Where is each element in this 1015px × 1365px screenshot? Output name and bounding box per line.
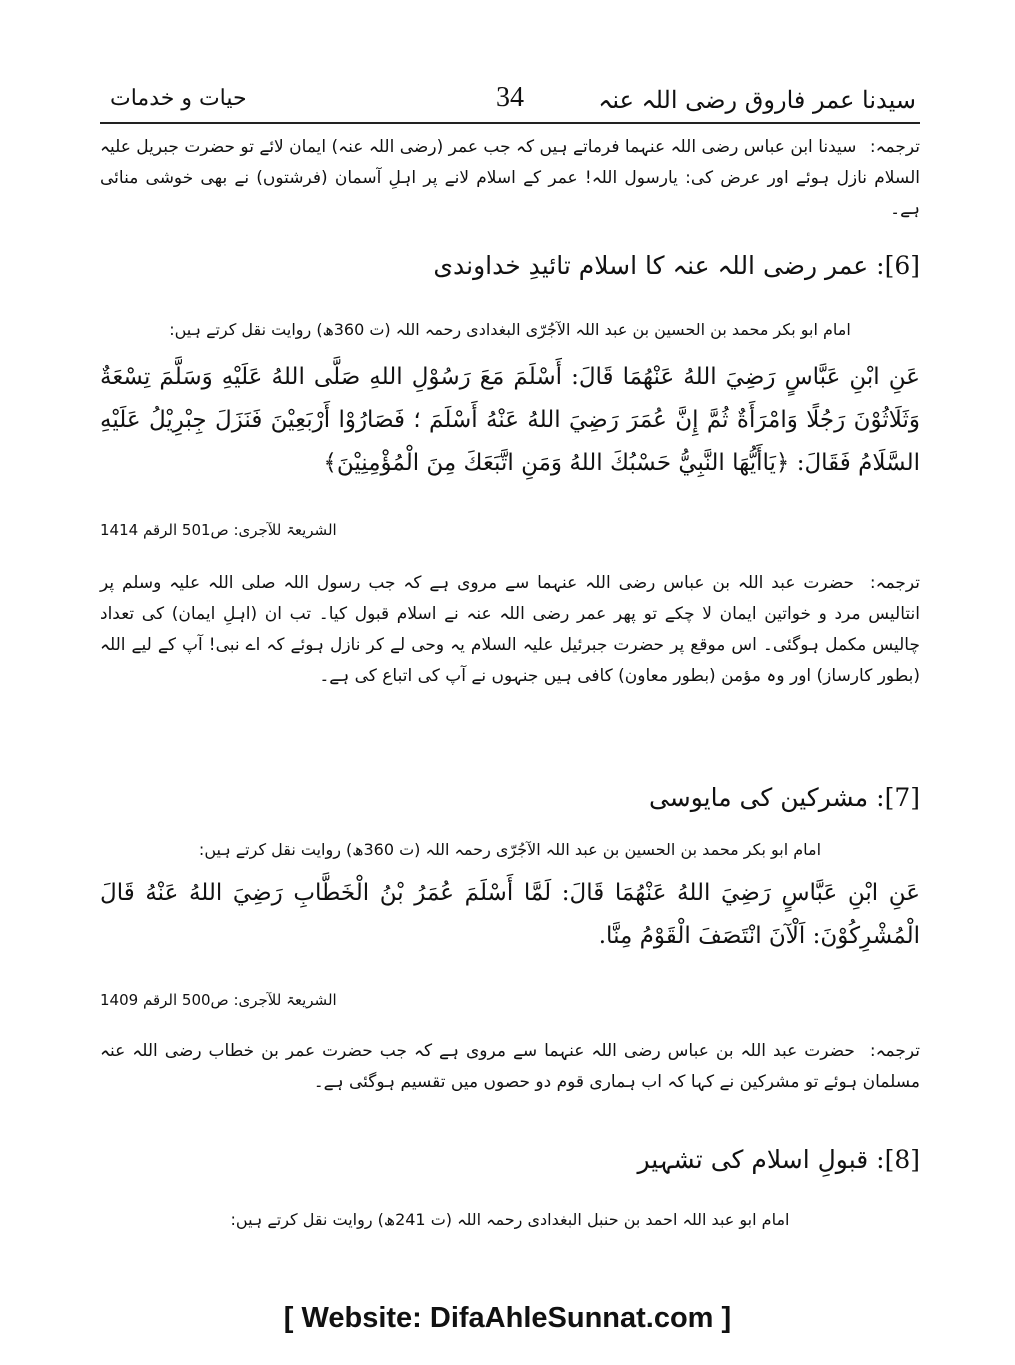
translation-text: حضرت عبد اللہ بن عباس رضی اللہ عنہما سے مروی ہے کہ جب رسول اللہ صلی اللہ علیہ وسلم پر انتالیس مرد و خواتین ایمان لا چکے تو پھر عمر رضی اللہ عنہ نے اسلام قبول کیا۔ تب ان (اہلِ ایمان) کی تعداد چالیس مکمل ہوگئی۔ اس موقع پر حضرت جبرئیل علیہ السلام یہ وحی لے کر نازل ہوئے کہ اے نبی! آپ کے لیے اللہ (بطور کارساز) اور وہ مؤمن (بطور معاون) کافی ہیں جنہوں نے آپ کی اتباع کی ہے۔	[100, 573, 920, 686]
section-7-reference: الشریعۃ للآجری: ص500 الرقم 1409	[100, 991, 337, 1009]
document-page	[100, 0, 920, 1365]
header-book-title: سیدنا عمر فاروق رضی اللہ عنہ	[598, 86, 916, 114]
section-7-arabic-text: عَنِ ابْنِ عَبَّاسٍ رَضِيَ اللهُ عَنْهُمَا قَالَ: لَمَّا أَسْلَمَ عُمَرُ بْنُ الْخَطَّابِ رَضِيَ اللهُ عَنْهُ قَالَ الْمُشْرِكُوْنَ: اَلْآنَ انْتَصَفَ الْقَوْمُ مِنَّا.	[100, 880, 920, 949]
translation-label: ترجمہ:	[869, 573, 921, 593]
page-header	[100, 78, 920, 124]
translation-label: ترجمہ:	[869, 137, 920, 157]
header-section-title: حیات و خدمات	[110, 86, 247, 111]
section-6-isnad: امام ابو بکر محمد بن الحسین بن عبد اللہ الآجُرّی البغدادی رحمہ اللہ (ت 360ھ) روایت نقل کرتے ہیں:	[169, 320, 851, 339]
translation-text: حضرت عبد اللہ بن عباس رضی اللہ عنہما سے مروی ہے کہ جب حضرت عمر بن خطاب رضی اللہ عنہ مسلمان ہوئے تو مشرکین نے کہا کہ اب ہماری قوم دو حصوں میں تقسیم ہوگئی ہے۔	[100, 1041, 920, 1092]
section-8-isnad: امام ابو عبد اللہ احمد بن حنبل البغدادی رحمہ اللہ (ت 241ھ) روایت نقل کرتے ہیں:	[230, 1210, 790, 1229]
translation-text: سیدنا ابن عباس رضی اللہ عنہما فرماتے ہیں کہ جب عمر (رضی اللہ عنہ) ایمان لائے تو حضرت جبریل علیہ السلام نازل ہوئے اور عرض کی: یارسول اللہ! عمر کے اسلام لانے پر اہلِ آسمان (فرشتوں) نے بھی خوشی منائی ہے۔	[100, 137, 920, 219]
section-6-arabic-text: عَنِ ابْنِ عَبَّاسٍ رَضِيَ اللهُ عَنْهُمَا قَالَ: أَسْلَمَ مَعَ رَسُوْلِ اللهِ صَلَّى اللهُ عَلَيْهِ وَسَلَّمَ تِسْعَةٌ وَثَلَاثُوْنَ رَجُلًا وَامْرَأَةٌ ثُمَّ إِنَّ عُمَرَ رَضِيَ اللهُ عَنْهُ أَسْلَمَ ؛ فَصَارُوْا أَرْبَعِيْنَ فَنَزَلَ جِبْرِيْلُ عَلَيْهِ السَّلَامُ فَقَالَ: ﴿يَاأَيُّهَا النَّبِيُّ حَسْبُكَ اللهُ وَمَنِ اتَّبَعَكَ مِنَ الْمُؤْمِنِيْنَ﴾	[100, 364, 920, 476]
page-number: 34	[496, 82, 524, 113]
section-7-isnad: امام ابو بکر محمد بن الحسین بن عبد اللہ الآجُرّی رحمہ اللہ (ت 360ھ) روایت نقل کرتے ہیں:	[198, 840, 822, 859]
section-8-heading: [8]: قبولِ اسلام کی تشہیر	[637, 1145, 920, 1174]
section-6-heading: [6]: عمر رضی اللہ عنہ کا اسلام تائیدِ خداوندی	[433, 251, 920, 280]
section-7-translation	[100, 1036, 920, 1098]
website-footer: [ Website: DifaAhleSunnat.com ]	[283, 1302, 732, 1334]
section-6-translation	[100, 568, 920, 692]
section-7-heading: [7]: مشرکین کی مایوسی	[648, 783, 920, 812]
translation-label: ترجمہ:	[869, 1041, 920, 1061]
section-6-reference: الشریعۃ للآجری: ص501 الرقم 1414	[100, 521, 337, 539]
intro-translation	[100, 132, 920, 225]
